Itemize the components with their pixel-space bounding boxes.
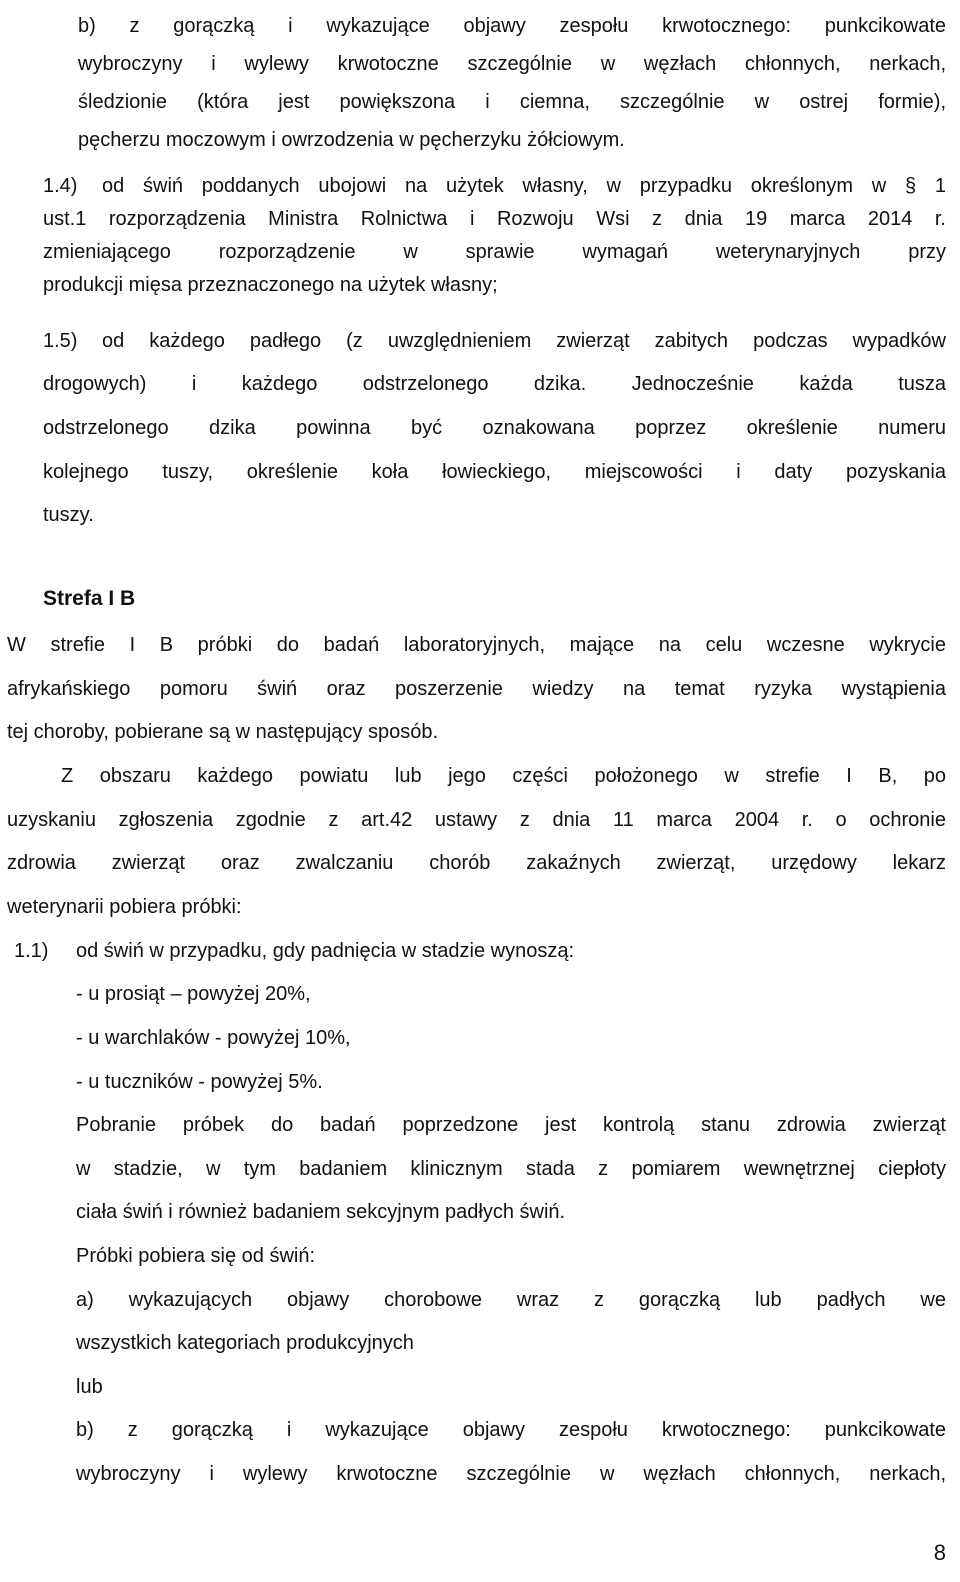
- text-line: od świń w przypadku, gdy padnięcia w stadzie wynoszą:: [76, 940, 575, 962]
- text-line: kolejnego tuszy, określenie koła łowieckiego, miejscowości i daty pozyskania: [43, 461, 946, 483]
- text-line: ciała świń i również badaniem sekcyjnym padłych świń.: [76, 1201, 566, 1223]
- list-number: 1.1): [14, 940, 49, 962]
- page-number: 8: [933, 1540, 946, 1565]
- text-line: od świń poddanych ubojowi na użytek własny, w przypadku określonym w § 1: [102, 175, 946, 197]
- text-line: Próbki pobiera się od świń:: [76, 1245, 316, 1267]
- text-line: weterynarii pobiera próbki:: [7, 896, 242, 918]
- text-line: wszystkich kategoriach produkcyjnych: [76, 1332, 414, 1354]
- text-line: W strefie I B próbki do badań laboratoryjnych, mające na celu wczesne wykrycie: [7, 634, 946, 656]
- text-line: od każdego padłego (z uwzględnieniem zwierząt zabitych podczas wypadków: [102, 330, 946, 352]
- list-number: 1.4): [43, 175, 78, 197]
- text-line: afrykańskiego pomoru świń oraz poszerzenie wiedzy na temat ryzyka wystąpienia: [7, 678, 946, 700]
- text-line: wybroczyny i wylewy krwotoczne szczególnie w węzłach chłonnych, nerkach,: [76, 1463, 946, 1485]
- text-line: pęcherzu moczowym i owrzodzenia w pęcherzyku żółciowym.: [78, 129, 625, 151]
- section-heading: Strefa I B: [43, 587, 136, 610]
- text-line: śledzionie (która jest powiększona i ciemna, szczególnie w ostrej formie),: [78, 91, 946, 113]
- text-line: ust.1 rozporządzenia Ministra Rolnictwa i Rozwoju Wsi z dnia 19 marca 2014 r.: [43, 208, 946, 230]
- text-line: b) z gorączką i wykazujące objawy zespołu krwotocznego: punkcikowate: [78, 15, 946, 37]
- text-line: - u warchlaków - powyżej 10%,: [76, 1027, 351, 1049]
- text-line: Z obszaru każdego powiatu lub jego części położonego w strefie I B, po: [61, 765, 946, 787]
- text-line: b) z gorączką i wykazujące objawy zespołu krwotocznego: punkcikowate: [76, 1419, 946, 1441]
- list-number: 1.5): [43, 330, 78, 352]
- text-line: drogowych) i każdego odstrzelonego dzika. Jednocześnie każda tusza: [43, 373, 946, 395]
- text-line: zdrowia zwierząt oraz zwalczaniu chorób zakaźnych zwierząt, urzędowy lekarz: [7, 852, 946, 874]
- text-line: - u prosiąt – powyżej 20%,: [76, 983, 311, 1005]
- text-line: wybroczyny i wylewy krwotoczne szczególnie w węzłach chłonnych, nerkach,: [78, 53, 946, 75]
- text-line: tej choroby, pobierane są w następujący sposób.: [7, 721, 439, 743]
- text-line: a) wykazujących objawy chorobowe wraz z gorączką lub padłych we: [76, 1289, 946, 1311]
- text-line: w stadzie, w tym badaniem klinicznym stada z pomiarem wewnętrznej ciepłoty: [76, 1158, 946, 1180]
- text-line: uzyskaniu zgłoszenia zgodnie z art.42 ustawy z dnia 11 marca 2004 r. o ochronie: [7, 809, 946, 831]
- text-line: produkcji mięsa przeznaczonego na użytek własny;: [43, 274, 498, 296]
- text-line: lub: [76, 1376, 103, 1398]
- text-line: Pobranie próbek do badań poprzedzone jest kontrolą stanu zdrowia zwierząt: [76, 1114, 946, 1136]
- text-line: zmieniającego rozporządzenie w sprawie wymagań weterynaryjnych przy: [43, 241, 946, 263]
- text-line: odstrzelonego dzika powinna być oznakowana poprzez określenie numeru: [43, 417, 946, 439]
- text-line: - u tuczników - powyżej 5%.: [76, 1071, 323, 1093]
- text-line: tuszy.: [43, 504, 94, 526]
